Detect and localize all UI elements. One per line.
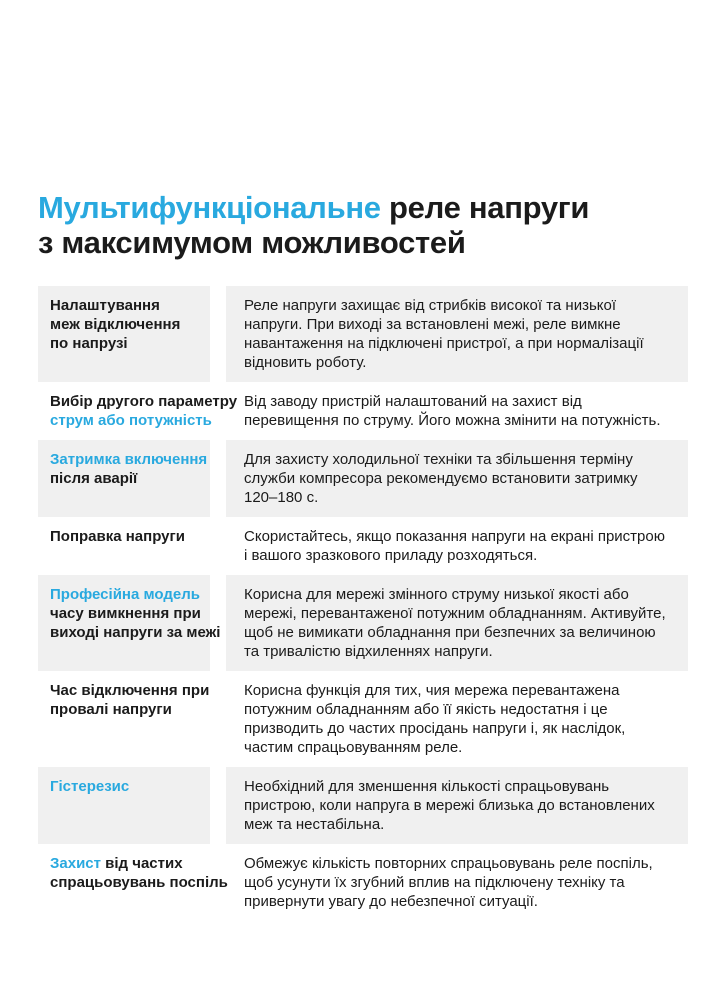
- description-cell: Для захисту холодильної техніки та збільшення терміну служби компресора рекомендуємо встановити затримку 120–180 с.: [226, 440, 688, 517]
- feature-cell: [38, 844, 228, 921]
- feature-cell: [38, 517, 210, 575]
- feature-segment: спрацьовувань поспіль: [50, 874, 228, 891]
- description-cell: Корисна функція для тих, чия мережа перевантажена потужним обладнанням або її якість недостатня і це призводить до частих просідань напруги і, як наслідок, частим спрацьовуванням реле.: [244, 682, 626, 756]
- table-row: [38, 844, 688, 921]
- feature-cell: [38, 382, 238, 440]
- description-cell: Необхідний для зменшення кількості спрацьовувань пристрою, коли напруга в мережі близька до встановлених меж та нестабільна.: [226, 767, 688, 844]
- feature-segment: часу вимкнення при: [50, 605, 201, 622]
- feature-segment: після аварії: [50, 470, 138, 487]
- feature-line: [50, 873, 228, 892]
- feature-cell: [38, 767, 210, 844]
- feature-segment: Професійна модель: [50, 586, 200, 603]
- table-row: [38, 671, 688, 767]
- description-cell: Скористайтесь, якщо показання напруги на екрані пристрою і вашого зразкового приладу розходяться.: [244, 528, 665, 564]
- page-title: [38, 190, 688, 260]
- feature-segment: провалі напруги: [50, 701, 172, 718]
- feature-segment: по напрузі: [50, 335, 128, 352]
- table-row: [38, 517, 688, 575]
- feature-segment: виході напруги за межі: [50, 624, 221, 641]
- description-cell: Реле напруги захищає від стрибків високої та низької напруги. При виході за встановлені межі, реле вимкне навантаження на підключені пристрої, а при нормалізації відновить роботу.: [226, 286, 688, 382]
- feature-cell: [38, 286, 210, 382]
- feature-cell: [38, 671, 210, 767]
- title-accent-text: Мультифункціональне: [38, 190, 381, 225]
- feature-line: [50, 777, 206, 796]
- feature-segment: від частих: [101, 855, 183, 872]
- feature-line: [50, 296, 206, 315]
- feature-line: [50, 527, 206, 546]
- feature-segment: Захист: [50, 855, 101, 872]
- feature-line: [50, 411, 212, 430]
- feature-segment: Налаштування: [50, 297, 160, 314]
- description-cell: Корисна для мережі змінного струму низької якості або мережі, перевантаженої потужним обладнанням. Активуйте, щоб не вимикати обладнання при безпечних за величиною та тривалістю відхиленнях напруги.: [226, 575, 688, 671]
- table-row: [38, 382, 688, 440]
- feature-line: [50, 681, 210, 700]
- feature-segment: Гістерезис: [50, 778, 130, 795]
- feature-segment: Час відключення при: [50, 682, 210, 699]
- feature-segment: Вибір другого параметру: [50, 393, 238, 410]
- description-cell: Від заводу пристрій налаштований на захист від перевищення по струму. Його можна змінити на потужність.: [244, 393, 661, 429]
- feature-line: [50, 392, 238, 411]
- content-area: [38, 190, 688, 921]
- title-rest-line1: реле напруги: [380, 190, 590, 225]
- table-row: [38, 286, 688, 382]
- feature-segment: Затримка включення: [50, 451, 208, 468]
- feature-line: [50, 334, 206, 353]
- feature-line: [50, 604, 206, 623]
- table-row: [38, 767, 688, 844]
- feature-segment: струм або потужність: [50, 412, 212, 429]
- table-row: [38, 440, 688, 517]
- feature-line: [50, 623, 221, 642]
- title-line2: з максимумом можливостей: [38, 225, 466, 260]
- feature-cell: [38, 575, 221, 671]
- feature-line: [50, 854, 206, 873]
- feature-line: [50, 700, 206, 719]
- description-cell: Обмежує кількість повторних спрацьовувань реле поспіль, щоб усунути їх згубний вплив на підключену техніку та привернути увагу до небезпечної ситуації.: [244, 855, 653, 910]
- feature-segment: Поправка напруги: [50, 528, 185, 545]
- feature-line: [50, 585, 206, 604]
- feature-segment: меж відключення: [50, 316, 181, 333]
- feature-line: [50, 315, 206, 334]
- feature-table: [38, 286, 688, 921]
- table-row: [38, 575, 688, 671]
- feature-line: [50, 450, 206, 469]
- feature-line: [50, 469, 206, 488]
- feature-cell: [38, 440, 210, 517]
